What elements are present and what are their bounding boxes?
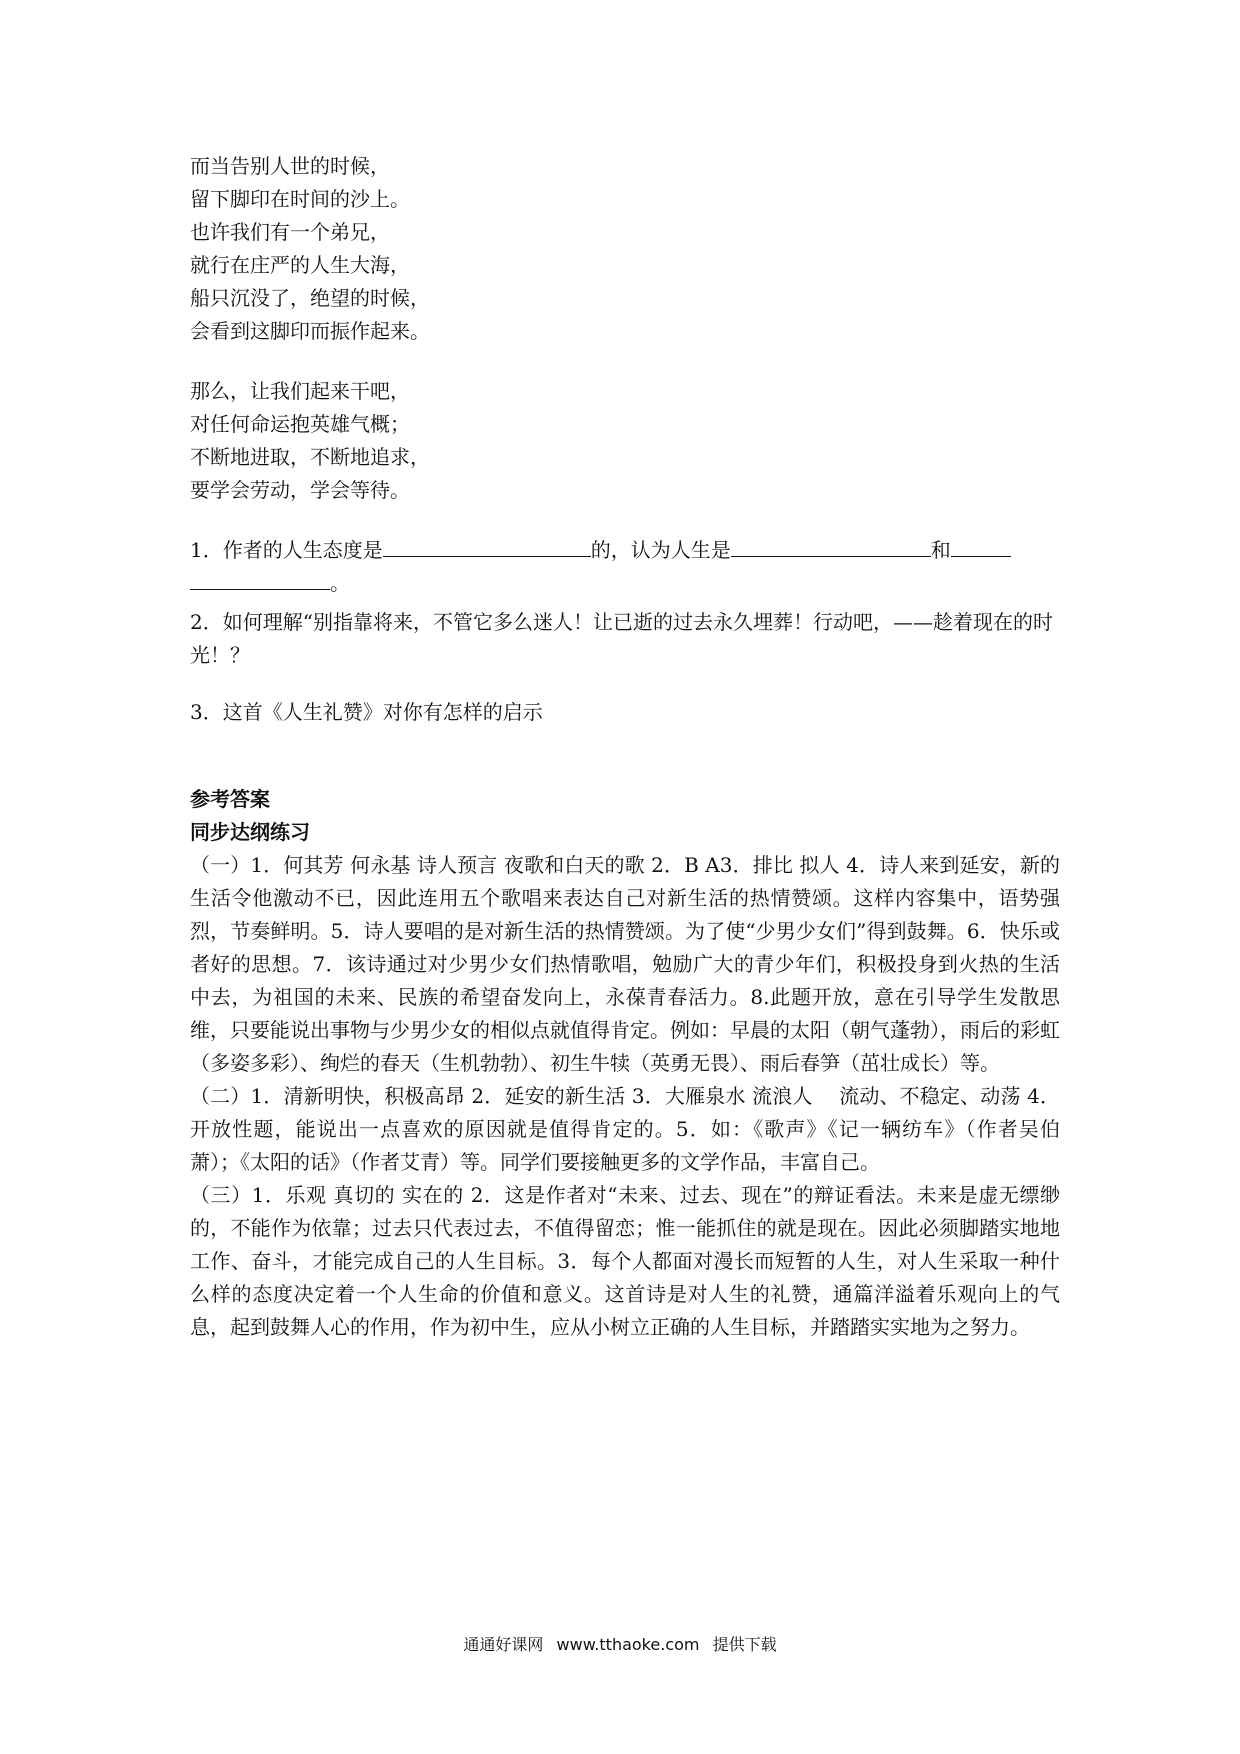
footer-url[interactable]: www.tthaoke.com <box>556 1635 700 1654</box>
question-1 <box>190 534 1060 600</box>
answer-paragraph-3: （三）1．乐观 真切的 实在的 2．这是作者对“未来、过去、现在”的辩证看法。未来是虚无缥缈的，不能作为依靠；过去只代表过去，不值得留恋；惟一能抓住的就是现在。因此必须脚踏实地地工作、奋斗，才能完成自己的人生目标。3．每个人都面对漫长而短暂的人生，对人生采取一种什么样的态度决定着一个人生命的价值和意义。这首诗是对人生的礼赞，通篇洋溢着乐观向上的气息，起到鼓舞人心的作用，作为初中生，应从小树立正确的人生目标，并踏踏实实地为之努力。 <box>190 1183 1060 1339</box>
question-3: 3．这首《人生礼赞》对你有怎样的启示 <box>190 700 543 724</box>
question-1-end: 。 <box>330 571 350 595</box>
answers-heading: 参考答案 <box>190 787 270 811</box>
poem-line: 就行在庄严的人生大海， <box>190 253 410 277</box>
poem-stanza-1 <box>190 150 1060 348</box>
answer-paragraph-2: （二）1．清新明快，积极高昂 2．延安的新生活 3．大雁泉水 流浪人 流动、不稳定、动荡 4．开放性题，能说出一点喜欢的原因就是值得肯定的。5．如：《歌声》《记一辆纺车》（作者吴伯萧）；《太阳的话》（作者艾青）等。同学们要接触更多的文学作品，丰富自己。 <box>190 1084 1060 1174</box>
poem-line: 留下脚印在时间的沙上。 <box>190 187 410 211</box>
answer-paragraph-1: （一）1．何其芳 何永基 诗人预言 夜歌和白天的歌 2．B A3．排比 拟人 4．诗人来到延安，新的生活令他激动不已，因此连用五个歌唱来表达自己对新生活的热情赞颂。这样内容集中，语势强烈，节奏鲜明。5．诗人要唱的是对新生活的热情赞颂。为了使“少男少女们”得到鼓舞。6．快乐或者好的思想。7．该诗通过对少男少女们热情歌唱，勉励广大的青少年们，积极投身到火热的生活中去，为祖国的未来、民族的希望奋发向上，永葆青春活力。8.此题开放，意在引导学生发散思维，只要能说出事物与少男少女的相似点就值得肯定。例如：早晨的太阳（朝气蓬勃），雨后的彩虹（多姿多彩）、绚烂的春天（生机勃勃）、初生牛犊（英勇无畏）、雨后春笋（茁壮成长）等。 <box>190 853 1060 1075</box>
answers-section <box>190 783 1060 1344</box>
poem-line: 也许我们有一个弟兄， <box>190 220 390 244</box>
section-spacer <box>190 507 1060 534</box>
question-1-row-1 <box>190 534 1060 567</box>
question-1-text-c: 和 <box>930 538 951 562</box>
stanza-spacer <box>190 348 1060 375</box>
poem-stanza-2 <box>190 375 1060 507</box>
poem-line: 对任何命运抱英雄气概； <box>190 412 410 436</box>
answers-subheading: 同步达纲练习 <box>190 820 310 844</box>
fill-blank-1[interactable] <box>383 534 591 557</box>
poem <box>190 150 1060 507</box>
poem-line: 那么，让我们起来干吧， <box>190 379 410 403</box>
fill-blank-3[interactable] <box>951 534 1011 557</box>
footer-site-name: 通通好课网 <box>463 1635 544 1654</box>
question-spacer <box>190 672 1060 696</box>
poem-line: 要学会劳动，学会等待。 <box>190 478 410 502</box>
question-1-row-2 <box>190 567 1060 600</box>
fill-blank-2[interactable] <box>731 534 931 557</box>
document-content <box>190 150 1060 1344</box>
poem-line: 不断地进取，不断地追求， <box>190 445 430 469</box>
poem-line: 而当告别人世的时候， <box>190 154 390 178</box>
poem-line: 船只沉没了，绝望的时候， <box>190 286 430 310</box>
questions <box>190 534 1060 729</box>
poem-line: 会看到这脚印而振作起来。 <box>190 319 430 343</box>
page-footer <box>0 1632 1240 1655</box>
answers-spacer <box>190 729 1060 783</box>
question-2: 2．如何理解“别指靠将来，不管它多么迷人！让已逝的过去永久埋葬！行动吧，——趁着现在的时光！？ <box>190 610 1053 667</box>
fill-blank-3-continued[interactable] <box>190 567 330 590</box>
question-1-text-a: 1．作者的人生态度是 <box>190 538 383 562</box>
footer-suffix: 提供下载 <box>712 1635 777 1654</box>
question-1-text-b: 的，认为人生是 <box>590 538 731 562</box>
